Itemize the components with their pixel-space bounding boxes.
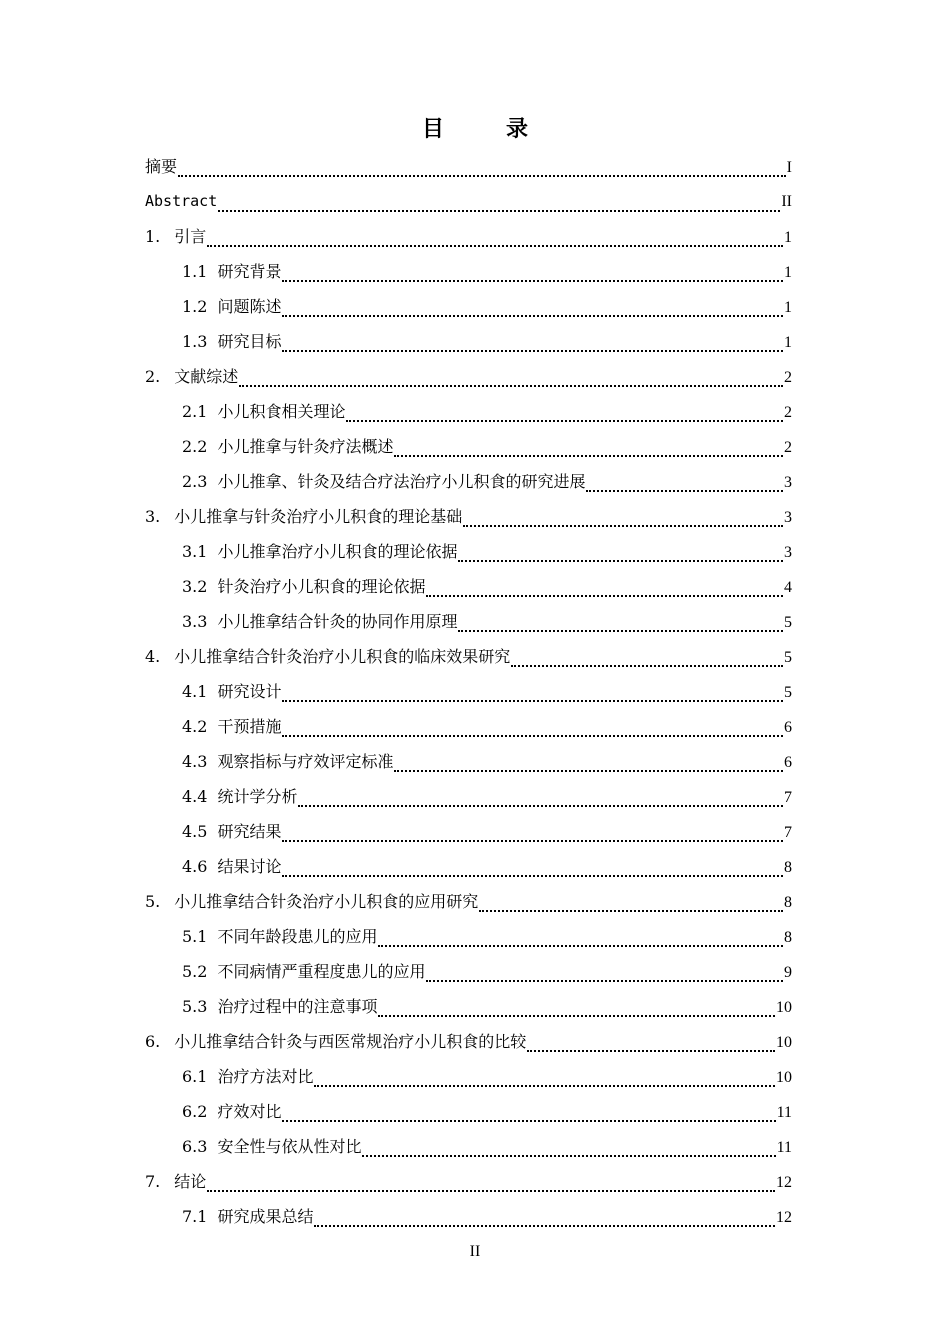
toc-entry-number: 2. — [145, 367, 161, 386]
toc-entry-number: 2.2 — [182, 437, 208, 456]
toc-dot-leader — [463, 525, 783, 527]
toc-entry-number: 5. — [145, 892, 161, 911]
toc-entry[interactable] — [145, 254, 792, 289]
toc-entry[interactable] — [145, 464, 792, 499]
toc-entry-page: 1 — [784, 334, 792, 351]
toc-entry-number: 7. — [145, 1172, 161, 1191]
toc-dot-leader — [282, 350, 783, 352]
toc-dot-leader — [378, 1015, 775, 1017]
toc-entry-number: 6.3 — [182, 1137, 208, 1156]
table-of-contents — [145, 149, 792, 1234]
toc-entry[interactable] — [145, 1164, 792, 1199]
toc-entry-number: 4.5 — [182, 822, 208, 841]
toc-entry-page: 6 — [784, 719, 792, 736]
toc-entry-number: 1. — [145, 227, 161, 246]
toc-entry-number: 2.1 — [182, 402, 208, 421]
toc-entry-title: 研究结果 — [217, 822, 282, 841]
toc-entry-number: 3.3 — [182, 612, 208, 631]
toc-dot-leader — [346, 420, 783, 422]
page-number: II — [469, 1243, 481, 1260]
toc-entry-title: 小儿推拿与针灸治疗小儿积食的理论基础 — [174, 507, 463, 526]
toc-entry-number: 4.6 — [182, 857, 208, 876]
toc-entry-page: II — [781, 193, 792, 210]
toc-entry-title: 小儿推拿结合针灸治疗小儿积食的临床效果研究 — [174, 647, 511, 666]
toc-entry-title: 摘要 — [145, 157, 178, 176]
toc-entry-page: 5 — [784, 614, 792, 631]
toc-dot-leader — [207, 245, 783, 247]
toc-dot-leader — [282, 840, 783, 842]
toc-dot-leader — [178, 175, 786, 177]
toc-entry[interactable] — [145, 1059, 792, 1094]
toc-entry-title: 引言 — [174, 227, 207, 246]
toc-entry-title: 针灸治疗小儿积食的理论依据 — [217, 577, 426, 596]
toc-entry-title: 干预措施 — [217, 717, 282, 736]
toc-entry[interactable] — [145, 779, 792, 814]
toc-entry-number: 1.2 — [182, 297, 208, 316]
toc-entry[interactable] — [145, 604, 792, 639]
toc-entry-page: 1 — [784, 299, 792, 316]
toc-entry-page: 3 — [784, 474, 792, 491]
toc-entry-page: 8 — [784, 894, 792, 911]
toc-entry-title: 小儿推拿结合针灸治疗小儿积食的应用研究 — [174, 892, 479, 911]
toc-entry[interactable] — [145, 1024, 792, 1059]
toc-entry-title: 小儿推拿结合针灸的协同作用原理 — [217, 612, 458, 631]
toc-entry-title: 不同病情严重程度患儿的应用 — [217, 962, 426, 981]
toc-dot-leader — [378, 945, 783, 947]
toc-dot-leader — [458, 630, 783, 632]
toc-entry-number: 6.2 — [182, 1102, 208, 1121]
toc-entry-number: 6.1 — [182, 1067, 208, 1086]
toc-entry[interactable] — [145, 1094, 792, 1129]
toc-entry[interactable] — [145, 499, 792, 534]
toc-entry[interactable] — [145, 849, 792, 884]
toc-entry-page: 5 — [784, 649, 792, 666]
toc-entry-title: 结论 — [174, 1172, 207, 1191]
toc-entry[interactable] — [145, 184, 792, 219]
toc-dot-leader — [282, 700, 783, 702]
toc-dot-leader — [527, 1050, 775, 1052]
toc-dot-leader — [426, 595, 783, 597]
toc-entry[interactable] — [145, 569, 792, 604]
toc-dot-leader — [282, 875, 783, 877]
toc-entry-number: 3. — [145, 507, 161, 526]
toc-entry-page: 10 — [776, 999, 792, 1016]
toc-entry-page: 8 — [784, 859, 792, 876]
toc-dot-leader — [362, 1155, 775, 1157]
toc-title: 目 录 — [421, 116, 548, 142]
toc-entry-page: 8 — [784, 929, 792, 946]
toc-entry[interactable] — [145, 639, 792, 674]
toc-entry[interactable] — [145, 149, 792, 184]
toc-entry-title: 小儿推拿与针灸疗法概述 — [217, 437, 394, 456]
toc-dot-leader — [426, 980, 783, 982]
toc-dot-leader — [282, 735, 783, 737]
toc-entry-title: 文献综述 — [174, 367, 239, 386]
toc-entry[interactable] — [145, 709, 792, 744]
toc-entry-title: 问题陈述 — [217, 297, 282, 316]
toc-entry-page: 2 — [784, 404, 792, 421]
toc-entry-page: 10 — [776, 1034, 792, 1051]
toc-entry-title: 小儿推拿治疗小儿积食的理论依据 — [217, 542, 458, 561]
toc-entry-title: 研究成果总结 — [217, 1207, 314, 1226]
toc-entry-title: 治疗方法对比 — [217, 1067, 314, 1086]
toc-entry-page: 10 — [776, 1069, 792, 1086]
toc-entry-number: 5.2 — [182, 962, 208, 981]
toc-dot-leader — [458, 560, 783, 562]
toc-entry-title: Abstract — [145, 192, 218, 210]
toc-entry-title: 研究设计 — [217, 682, 282, 701]
toc-entry-title: 安全性与依从性对比 — [217, 1137, 362, 1156]
toc-dot-leader — [282, 1120, 775, 1122]
toc-entry-page: 11 — [776, 1139, 792, 1156]
toc-entry-title: 结果讨论 — [217, 857, 282, 876]
toc-entry-page: 7 — [784, 789, 792, 806]
toc-entry-number: 1.1 — [182, 262, 208, 281]
toc-entry-number: 4.1 — [182, 682, 208, 701]
toc-entry[interactable] — [145, 814, 792, 849]
toc-dot-leader — [207, 1190, 775, 1192]
toc-entry-title: 小儿推拿结合针灸与西医常规治疗小儿积食的比较 — [174, 1032, 527, 1051]
toc-entry-page: 1 — [784, 229, 792, 246]
toc-dot-leader — [394, 455, 783, 457]
toc-entry[interactable] — [145, 1199, 792, 1234]
toc-dot-leader — [282, 280, 783, 282]
toc-entry-number: 6. — [145, 1032, 161, 1051]
toc-entry-page: 2 — [784, 439, 792, 456]
toc-entry-number: 3.1 — [182, 542, 208, 561]
toc-entry-page: 3 — [784, 509, 792, 526]
toc-entry-page: 4 — [784, 579, 792, 596]
toc-dot-leader — [511, 665, 783, 667]
toc-entry-page: 6 — [784, 754, 792, 771]
toc-entry[interactable] — [145, 1129, 792, 1164]
toc-entry-number: 4.3 — [182, 752, 208, 771]
toc-entry[interactable] — [145, 674, 792, 709]
toc-entry-title: 小儿积食相关理论 — [217, 402, 346, 421]
toc-entry[interactable] — [145, 324, 792, 359]
toc-entry-title: 治疗过程中的注意事项 — [217, 997, 378, 1016]
toc-entry-page: 5 — [784, 684, 792, 701]
toc-entry-title: 观察指标与疗效评定标准 — [217, 752, 394, 771]
toc-entry[interactable] — [145, 534, 792, 569]
toc-dot-leader — [479, 910, 783, 912]
toc-dot-leader — [218, 210, 780, 212]
toc-entry-title: 研究背景 — [217, 262, 282, 281]
toc-entry[interactable] — [145, 919, 792, 954]
toc-entry-title: 研究目标 — [217, 332, 282, 351]
toc-dot-leader — [314, 1085, 775, 1087]
toc-entry-title: 疗效对比 — [217, 1102, 282, 1121]
toc-entry-page: I — [786, 159, 792, 176]
toc-entry-number: 1.3 — [182, 332, 208, 351]
toc-entry[interactable] — [145, 289, 792, 324]
toc-dot-leader — [298, 805, 783, 807]
toc-dot-leader — [314, 1225, 775, 1227]
toc-entry[interactable] — [145, 744, 792, 779]
toc-entry-page: 1 — [784, 264, 792, 281]
toc-entry[interactable] — [145, 429, 792, 464]
toc-entry[interactable] — [145, 884, 792, 919]
toc-entry-page: 2 — [784, 369, 792, 386]
toc-entry[interactable] — [145, 219, 792, 254]
toc-entry-number: 7.1 — [182, 1207, 208, 1226]
toc-entry-number: 4.4 — [182, 787, 208, 806]
toc-entry-title: 统计学分析 — [217, 787, 298, 806]
toc-entry-number: 3.2 — [182, 577, 208, 596]
toc-entry-page: 3 — [784, 544, 792, 561]
toc-entry-title: 不同年龄段患儿的应用 — [217, 927, 378, 946]
toc-entry-page: 7 — [784, 824, 792, 841]
toc-entry[interactable] — [145, 989, 792, 1024]
toc-dot-leader — [586, 490, 783, 492]
toc-entry-number: 5.3 — [182, 997, 208, 1016]
toc-entry[interactable] — [145, 954, 792, 989]
toc-entry-page: 12 — [776, 1209, 792, 1226]
toc-dot-leader — [282, 315, 783, 317]
toc-entry-page: 9 — [784, 964, 792, 981]
toc-dot-leader — [394, 770, 783, 772]
toc-entry-page: 12 — [776, 1174, 792, 1191]
toc-entry-number: 4. — [145, 647, 161, 666]
toc-entry-title: 小儿推拿、针灸及结合疗法治疗小儿积食的研究进展 — [217, 472, 586, 491]
toc-dot-leader — [239, 385, 783, 387]
toc-entry-number: 2.3 — [182, 472, 208, 491]
toc-entry[interactable] — [145, 394, 792, 429]
toc-entry-number: 5.1 — [182, 927, 208, 946]
toc-entry[interactable] — [145, 359, 792, 394]
toc-entry-page: 11 — [776, 1104, 792, 1121]
toc-entry-number: 4.2 — [182, 717, 208, 736]
